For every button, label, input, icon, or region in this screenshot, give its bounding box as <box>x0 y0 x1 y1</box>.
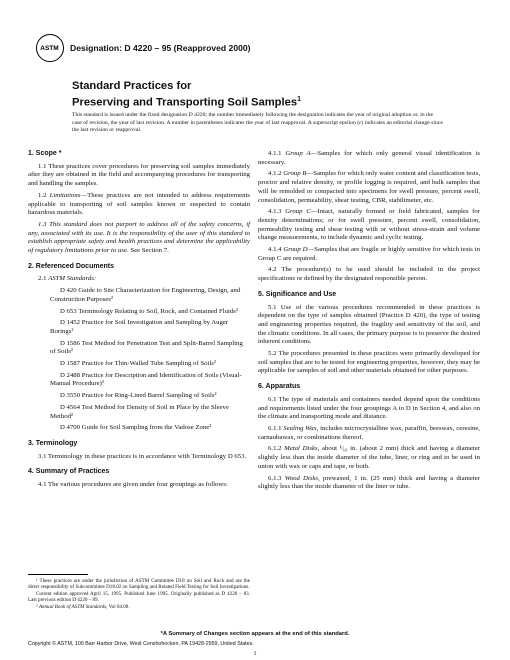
section-heading-referenced-documents: 2. Referenced Documents <box>28 262 114 270</box>
standard-notice: This standard is issued under the fixed designation D 4220; the number immediately following the designation indicates the year of original adoption or, in the case of revision, the year of last revision. A number in parentheses indicates the year of last reapproval. A superscript epsilon (ε) indicates an editorial change since the last revision or reapproval. <box>72 112 443 134</box>
reference-item: D 420 Guide to Site Characterization for Engineering, Design, and Construction Purposes² <box>50 287 241 303</box>
footnote-2: ² Annual Book of ASTM Standards, Vol 04.08. <box>36 603 130 610</box>
paragraph-5-2: 5.2 The procedures presented in these practices were primarily developed for soil samples that are to be tested for engineering properties, however, they may be applicable for samples of soil and other materials obtained for other purposes. <box>258 350 480 375</box>
paragraph-4-1-4: 4.1.4 Group D—Samples that are fragile or highly sensitive for which tests in Group C are required. <box>258 246 481 262</box>
summary-of-changes-note: *A Summary of Changes section appears at the end of this standard. <box>160 631 350 637</box>
astm-logo-text: ASTM <box>40 45 59 52</box>
paragraph-1-3: 1.3 This standard does not purport to address all of the safety concerns, if any, associated with its use. It is the responsibility of the user of this standard to establish appropriate safety and health practices and determine the applicability of regulatory limitations prior to use. See Section 7. <box>28 220 250 255</box>
paragraph-4-1-2: 4.1.2 Group B—Samples for which only water content and classification tests, proctor and relative density, or profile logging is required, and bulk samples that will be remolded or compacted into specimens for swell pressure, percent swell, consolidation, permeability, shear testing, CBR, stabilimeter, etc. <box>258 170 481 204</box>
paragraph-1-1: 1.1 These practices cover procedures for preserving soil samples immediately after they are obtained in the field and accompanying procedures for transporting and handling the samples. <box>28 162 250 188</box>
reference-item: D 1587 Practice for Thin-Walled Tube Sampling of Soils² <box>60 360 216 368</box>
paragraph-6-1-1: 6.1.1 Sealing Wax, includes microcrystalline wax, paraffin, beeswax, ceresine, carnaubawax, or combinations thereof. <box>258 424 480 441</box>
section-heading-apparatus: 6. Apparatus <box>258 383 301 391</box>
left-column <box>28 150 250 493</box>
header <box>36 34 251 62</box>
section-heading-scope: 1. Scope * <box>28 150 62 157</box>
copyright-line: Copyright © ASTM, 100 Barr Harbor Drive, West Conshohocken, PA 19428-2959, United States. <box>28 641 254 647</box>
section-heading-significance: 5. Significance and Use <box>258 290 337 298</box>
reference-item: D 4564 Test Method for Density of Soil in Place by the Sleeve Method² <box>50 403 229 420</box>
footnote-1-edition: Current edition approved April 15, 1995. Published June 1995. Originally published as D 4220 – 83. Last previous edition D 4220 – 89. <box>28 590 250 604</box>
reference-item: D 2488 Practice for Description and Identification of Soils (Visual-Manual Procedure)² <box>50 371 242 388</box>
section-heading-terminology: 3. Terminology <box>28 439 78 447</box>
reference-item: D 1452 Practice for Soil Investigation and Sampling by Auger Borings² <box>50 319 229 335</box>
section-heading-summary: 4. Summary of Practices <box>28 468 110 476</box>
reference-item: D 3550 Practice for Ring-Lined Barrel Sampling of Soils² <box>60 392 217 400</box>
paragraph-2-1: 2.1 ASTM Standards: <box>38 275 97 283</box>
paragraph-4-1-1: 4.1.1 Group A—Samples for which only general visual identification is necessary. <box>258 150 481 166</box>
paragraph-4-1: 4.1 The various procedures are given under four groupings as follows: <box>38 481 228 489</box>
paragraph-1-2: 1.2 Limitations—These practices are not intended to address requirements applicable to transporting of soil samples known or suspected to contain hazardous materials. <box>28 191 250 217</box>
astm-logo <box>36 34 64 62</box>
paragraph-4-1-3: 4.1.3 Group C—Intact, naturally formed or field fabricated, samples for density determinations; or for swell pressure, percent swell, consolidation, permeability testing and shear testing with or without stress-strain and volume change measurements, to include dynamic and cyclic testing. <box>258 208 480 242</box>
title-line-1: Standard Practices for <box>72 80 192 92</box>
reference-item: D 1586 Test Method for Penetration Test and Split-Barrel Sampling of Soils² <box>50 339 243 356</box>
paragraph-6-1-2: 6.1.2 Metal Disks, about ¹⁄₁₆ in. (about 2 mm) thick and having a diameter slightly less than the inside diameter of the tube, liner, or ring and to be used in union with wax or caps and tape, or both. <box>258 445 481 470</box>
reference-item: D 653 Terminology Relating to Soil, Rock, and Contained Fluids² <box>60 307 238 315</box>
footnote-divider <box>28 574 88 575</box>
paragraph-6-1: 6.1 The type of materials and containers needed depend upon the conditions and requirements listed under the four groupings A to D in Section 4, and also on the climate and transporting mode and distance. <box>258 395 480 421</box>
page-number: 1 <box>253 651 257 657</box>
right-column <box>258 150 480 495</box>
paragraph-3-1: 3.1 Terminology in these practices is in accordance with Terminology D 653. <box>38 452 247 460</box>
paragraph-4-2: 4.2 The procedure(s) to be used should be included in the project specifications or defined by the designated responsible person. <box>258 266 480 283</box>
designation: Designation: D 4220 – 95 (Reapproved 2000) <box>70 43 251 53</box>
paragraph-6-1-3: 6.1.3 Wood Disks, prewaxed, 1 in. (25 mm) thick and having a diameter slightly less than the inside diameter of the liner or tube. <box>258 474 480 491</box>
title-footnote-mark: 1 <box>297 96 301 103</box>
footnote-1: ¹ These practices are under the jurisdiction of ASTM Committee D18 on Soil and Rock and are the direct responsibility of Subcommittee D18.02 on Sampling and Related Field Testing for Soil Investigations. <box>28 578 250 591</box>
document-title <box>72 80 301 110</box>
paragraph-5-1: 5.1 Use of the various procedures recommended in these practices is dependent on the type of samples obtained (Practice D 420), the type of testing and engineering properties required, the fragility and sensitivity of the soil, and the climatic conditions. In all cases, the primary purpose is to preserve the desired inherent conditions. <box>258 303 480 346</box>
reference-item: D 4700 Guide for Soil Sampling from the Vadose Zone² <box>60 424 212 432</box>
title-line-2: Preserving and Transporting Soil Samples <box>72 96 298 109</box>
footnotes <box>28 578 250 610</box>
